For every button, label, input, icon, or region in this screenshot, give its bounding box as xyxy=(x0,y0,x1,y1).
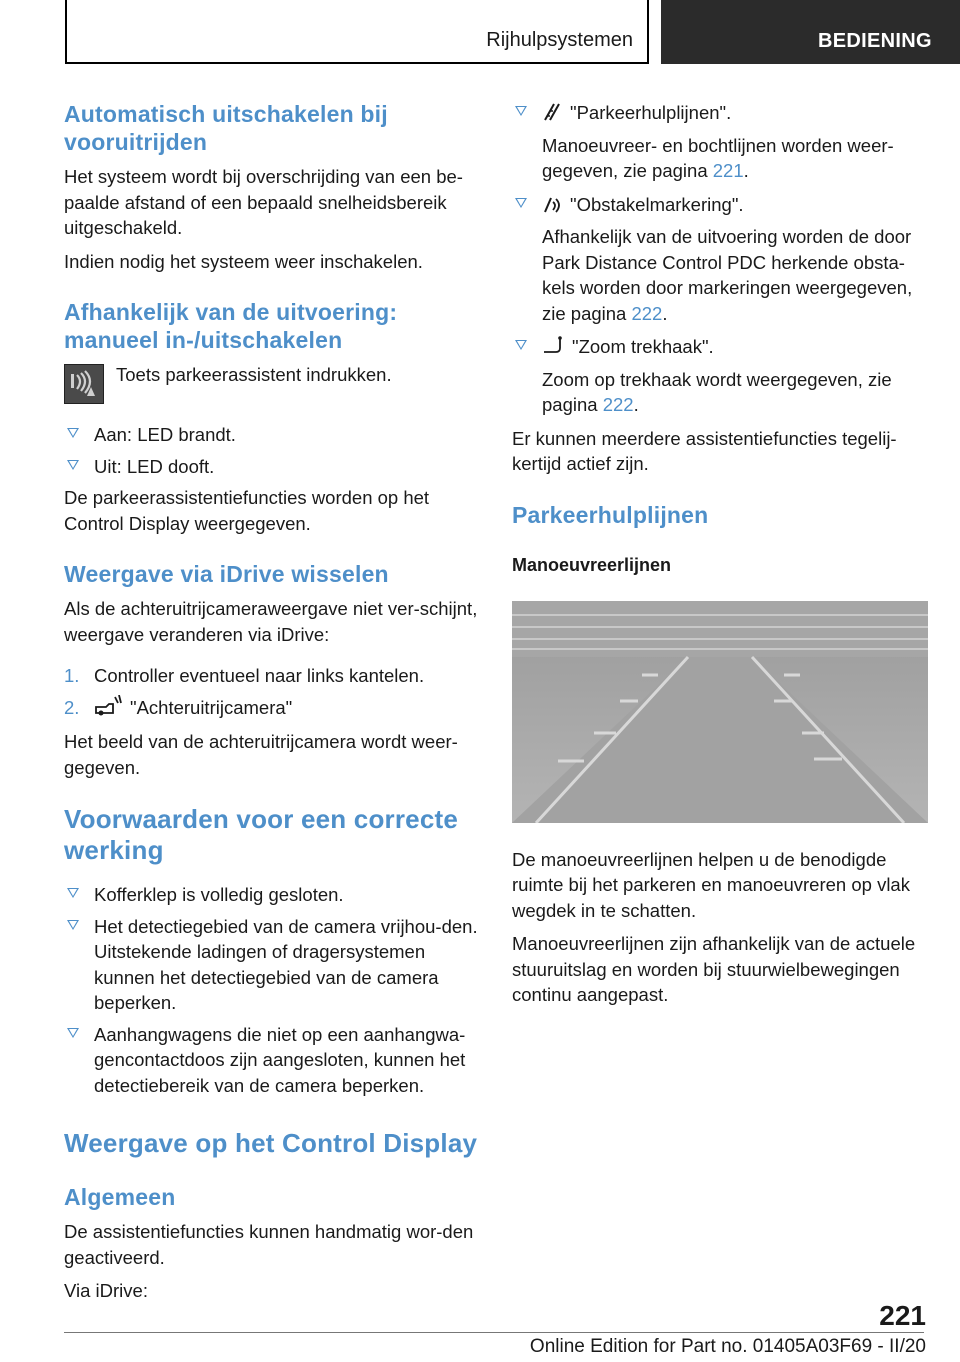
bullet-triangle-icon xyxy=(515,340,527,350)
paragraph: Het systeem wordt bij overschrijding van een be-paalde afstand of een bepaald snelheidsbereik uitgeschakeld. xyxy=(64,166,463,238)
button-instruction-text: Toets parkeerassistent indrukken. xyxy=(116,364,392,385)
list-item: Aanhangwagens die niet op een aanhangwa-gencontactdoos zijn aangesloten, kunnen het detectiebereik van de camera beperken. xyxy=(64,1022,480,1099)
heading-idrive-switch: Weergave via iDrive wisselen xyxy=(64,561,389,587)
bullet-triangle-icon xyxy=(67,920,79,930)
subheading-maneuver-lines: Manoeuvreerlijnen xyxy=(512,554,672,575)
item-description: Zoom op trekhaak wordt weergegeven, zie pagina 222. xyxy=(542,368,892,415)
left-column xyxy=(64,100,480,1304)
bullet-triangle-icon xyxy=(515,198,527,208)
maneuver-lines-illustration xyxy=(512,601,928,823)
bullet-triangle-icon xyxy=(515,106,527,116)
heading-auto-off: Automatisch uitschakelen bij vooruitrijden xyxy=(64,101,388,155)
bullet-triangle-icon xyxy=(67,888,79,898)
park-assist-button-icon xyxy=(64,364,104,404)
step-item: 2. "Achteruitrijcamera" xyxy=(64,695,480,724)
edition-note: Online Edition for Part no. 01405A03F69 - II/20 xyxy=(529,1336,926,1357)
list-item: "Zoom trekhaak". xyxy=(512,334,928,363)
parking-lines-icon xyxy=(542,102,562,129)
bullet-triangle-icon xyxy=(67,460,79,470)
chapter-tab xyxy=(661,0,960,64)
bullet-triangle-icon xyxy=(67,1028,79,1038)
list-item: Kofferklep is volledig gesloten. xyxy=(64,882,480,908)
page-reference-link[interactable]: 222 xyxy=(602,394,634,415)
list-item: Aan: LED brandt. xyxy=(64,422,480,448)
heading-manual-switch: Afhankelijk van de uitvoering: manueel in-/uitschakelen xyxy=(64,299,398,353)
heading-control-display: Weergave op het Control Display xyxy=(64,1128,478,1158)
paragraph: Indien nodig het systeem weer inschakelen. xyxy=(64,250,423,272)
list-item: "Obstakelmarkering". xyxy=(512,192,928,221)
footer-divider xyxy=(64,1332,924,1333)
paragraph: Via iDrive: xyxy=(64,1280,148,1301)
paragraph: De manoeuvreerlijnen helpen u de benodigde ruimte bij het parkeren en manoeuvreren op vlak wegdek in te schatten. xyxy=(512,848,910,921)
section-title: Rijhulpsystemen xyxy=(486,29,633,51)
right-column xyxy=(512,100,928,1008)
rear-camera-icon xyxy=(94,695,122,724)
paragraph: De assistentiefuncties kunnen handmatig wor-den geactiveerd. xyxy=(64,1221,474,1268)
paragraph: Manoeuvreerlijnen zijn afhankelijk van de actuele stuuruitslag en worden bij stuurwielbewegingen continu aangepast. xyxy=(512,933,916,1005)
item-description: Manoeuvreer- en bochtlijnen worden weer-gegeven, zie pagina 221. xyxy=(542,134,894,181)
running-header xyxy=(65,0,649,64)
paragraph: De parkeerassistentiefuncties worden op het Control Display weergegeven. xyxy=(64,487,430,534)
paragraph: Het beeld van de achteruitrijcamera wordt weer-gegeven. xyxy=(64,731,458,778)
trailer-hitch-icon xyxy=(542,336,564,363)
list-item: "Parkeerhulplijnen". xyxy=(512,100,928,129)
chapter-title: BEDIENING xyxy=(818,30,932,52)
heading-conditions: Voorwaarden voor een correcte werking xyxy=(64,804,459,865)
bullet-triangle-icon xyxy=(67,428,79,438)
page-reference-link[interactable]: 221 xyxy=(712,160,744,181)
heading-parking-lines: Parkeerhulplijnen xyxy=(512,501,709,528)
page-reference-link[interactable]: 222 xyxy=(631,302,663,324)
heading-general: Algemeen xyxy=(64,1184,176,1210)
button-instruction xyxy=(64,362,480,406)
obstacle-marking-icon xyxy=(542,194,562,221)
paragraph: Als de achteruitrijcameraweergave niet ver-schijnt, weergave veranderen via iDrive: xyxy=(64,598,478,645)
list-item: Het detectiegebied van de camera vrijhou-den. Uitstekende ladingen of dragersystemen kunnen het detectiegebied van de camera beperken. xyxy=(64,914,480,1016)
list-item: Uit: LED dooft. xyxy=(64,454,480,480)
step-item: 1. Controller eventueel naar links kantelen. xyxy=(64,665,425,686)
item-description: Afhankelijk van de uitvoering worden de door Park Distance Control PDC herkende obsta-kels worden door markeringen weergegeven, zie pagina 222. xyxy=(542,226,913,324)
page-number: 221 xyxy=(879,1300,926,1331)
paragraph: Er kunnen meerdere assistentiefuncties tegelij-kertijd actief zijn. xyxy=(512,427,897,474)
